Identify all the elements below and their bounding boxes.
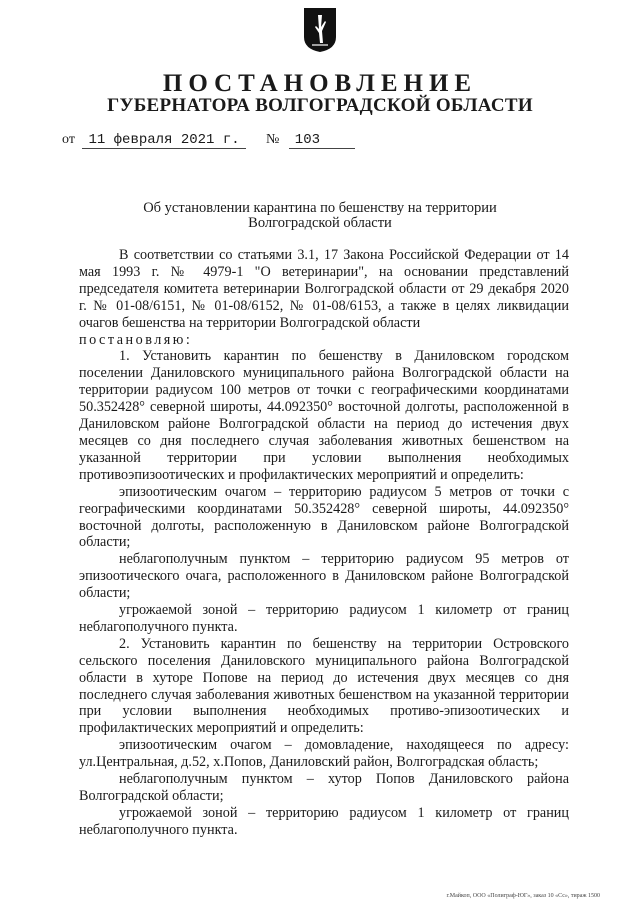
number-label: № bbox=[265, 132, 280, 147]
subject-line: Волгоградской области bbox=[248, 215, 392, 231]
clause-paragraph: эпизоотическим очагом – домовладение, находящееся по адресу: ул.Центральная, д.52, х.Попов, Даниловский район, Волгоградская область; bbox=[79, 737, 569, 771]
clause-paragraph: эпизоотическим очагом – территорию радиусом 5 метров от точки с географическими координатами 50.352428° северной широты, 44.092350° восточной долготы, расположенную в Даниловском районе Волгоградской области; bbox=[79, 483, 569, 551]
document-date: 11 февраля 2021 г. bbox=[82, 132, 246, 149]
clause-paragraph: угрожаемой зоной – территорию радиусом 1 километр от границ неблагополучного пункта. bbox=[79, 804, 569, 838]
clause-paragraph: неблагополучным пунктом – территорию радиусом 95 метров от эпизоотического очага, расположенного в Даниловском районе Волгоградской области; bbox=[79, 551, 569, 602]
document-title: ПОСТАНОВЛЕНИЕ bbox=[162, 70, 478, 97]
subject-line: Об установлении карантина по бешенству на территории bbox=[143, 200, 497, 216]
print-footer: г.Майкоп, ООО «Полиграф-ЮГ», заказ 10 «Сс», тираж 1500 bbox=[446, 893, 600, 899]
coat-of-arms-icon bbox=[303, 7, 337, 53]
resolution-word: постановляю: bbox=[79, 331, 193, 348]
date-label: от bbox=[62, 132, 75, 147]
document-subtitle: ГУБЕРНАТОРА ВОЛГОГРАДСКОЙ ОБЛАСТИ bbox=[107, 95, 533, 116]
document-number: 103 bbox=[289, 132, 355, 149]
clause-paragraph: неблагополучным пунктом – хутор Попов Даниловского района Волгоградской области; bbox=[79, 771, 569, 804]
document-subject bbox=[120, 201, 520, 231]
clause-paragraph: 1. Установить карантин по бешенству в Даниловском городском поселении Даниловского муниципального района Волгоградской области на территории радиусом 100 метров от точки с географическими координатами 50.352428° северной широты, 44.092350° восточной долготы, расположенной в Даниловском районе Волгоградской области на период до истечения двух месяцев со дня последнего случая заболевания животных бешенством на указанной территории при условии выполнения необходимых противоэпизоотических и профилактических мероприятий и определить: bbox=[79, 348, 569, 483]
document-meta bbox=[62, 132, 355, 149]
clause-paragraph: 2. Установить карантин по бешенству на территории Островского сельского поселения Даниловского муниципального района Волгоградской области в хуторе Попове на период до истечения двух месяцев со дня последнего случая заболевания животных бешенством на указанной территории при условии выполнения необходимых противо-эпизоотических и профилактических мероприятий и определить: bbox=[79, 635, 569, 737]
document-body bbox=[79, 247, 569, 839]
preamble-paragraph: В соответствии со статьями 3.1, 17 Закона Российской Федерации от 14 мая 1993 г. № 4979-1 "О ветеринарии", на основании представлений председателя комитета ветеринарии Волгоградской области от 29 декабря 2020 г. № 01-08/6151, № 01-08/6152, № 01-08/6153, а также в целях ликвидации очагов бешенства на территории Волгоградской области bbox=[79, 247, 569, 331]
clause-paragraph: угрожаемой зоной – территорию радиусом 1 километр от границ неблагополучного пункта. bbox=[79, 602, 569, 635]
